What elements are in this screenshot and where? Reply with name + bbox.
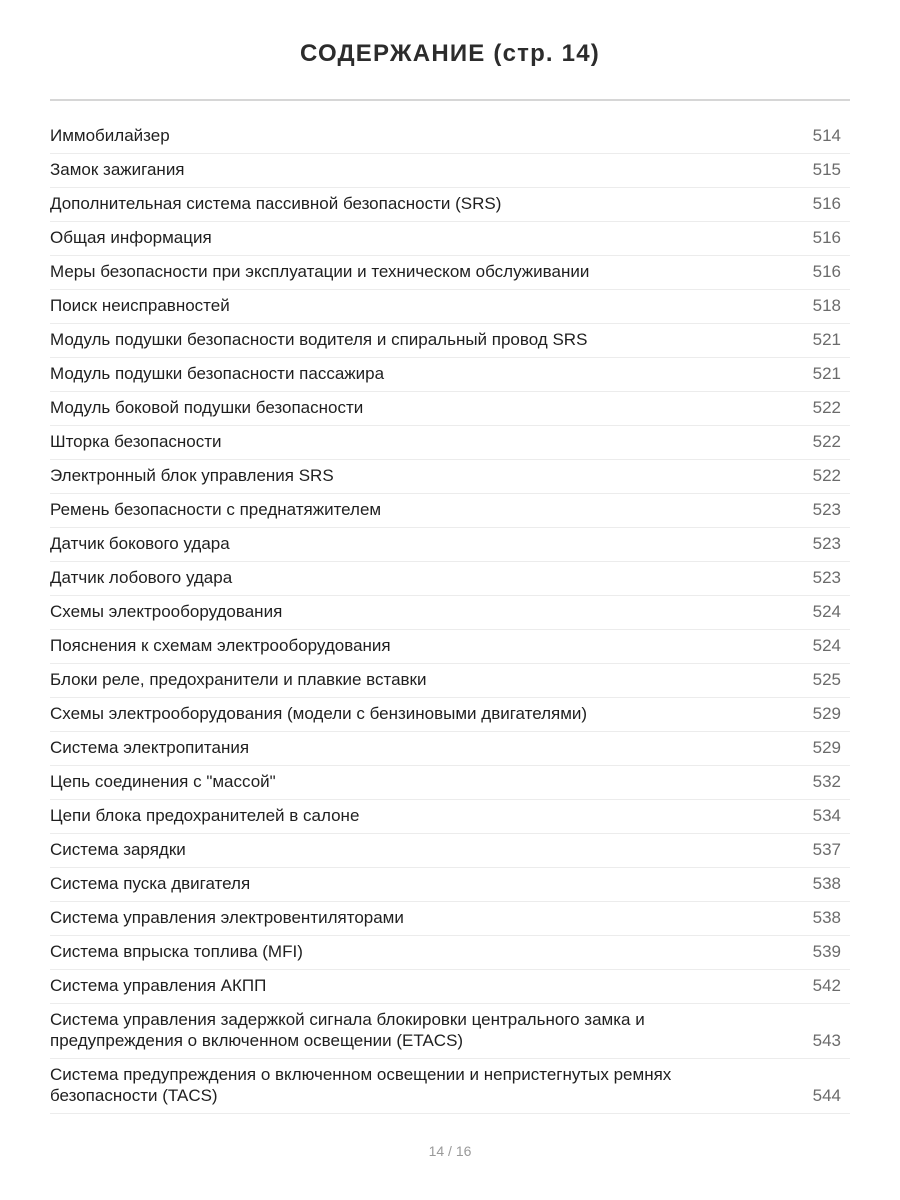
toc-entry-page: 521 (812, 364, 841, 383)
toc-row[interactable] (50, 426, 850, 460)
toc-entry-title: Система пуска двигателя (50, 874, 251, 893)
toc-entry-page: 532 (812, 772, 841, 791)
toc-row[interactable] (50, 732, 850, 766)
toc-entry-title: Схемы электрооборудования (модели с бензиновыми двигателями) (50, 704, 588, 723)
page-indicator: 14 / 16 (428, 1143, 472, 1159)
toc-entry-title: Шторка безопасности (50, 432, 222, 451)
toc-entry-title: Общая информация (50, 228, 212, 247)
toc-entry-page: 523 (812, 500, 841, 519)
toc-entry-title: Система управления задержкой сигнала блокировки центрального замка и предупреждения о включенном освещении (ETACS) (50, 1010, 645, 1050)
toc-row[interactable] (50, 120, 850, 154)
toc-entry-page: 525 (812, 670, 841, 689)
toc-entry-page: 518 (812, 296, 841, 315)
toc-entry-page: 524 (812, 602, 841, 621)
title-divider (50, 99, 850, 101)
toc-entry-page: 542 (812, 976, 841, 995)
toc-entry-page: 544 (812, 1086, 841, 1105)
toc-entry-page: 534 (812, 806, 841, 825)
toc-entry-title: Меры безопасности при эксплуатации и техническом обслуживании (50, 262, 590, 281)
toc-entry-page: 522 (812, 466, 841, 485)
page-title: СОДЕРЖАНИЕ (стр. 14) (300, 40, 600, 67)
toc-row[interactable] (50, 834, 850, 868)
toc-entry-page: 537 (812, 840, 841, 859)
toc-row[interactable] (50, 562, 850, 596)
toc-entry-title: Система управления электровентиляторами (50, 908, 404, 927)
toc-entry-page: 524 (812, 636, 841, 655)
toc-entry-title: Цепь соединения с "массой" (50, 772, 276, 791)
toc-row[interactable] (50, 936, 850, 970)
toc-entry-title: Система электропитания (50, 738, 250, 757)
toc-row[interactable] (50, 256, 850, 290)
toc-row[interactable] (50, 1059, 850, 1114)
toc-row[interactable] (50, 494, 850, 528)
toc-entry-title: Система впрыска топлива (MFI) (50, 942, 303, 961)
toc-entry-title: Система зарядки (50, 840, 186, 859)
toc-row[interactable] (50, 698, 850, 732)
toc-entry-title: Схемы электрооборудования (50, 602, 283, 621)
toc-entry-title: Иммобилайзер (50, 126, 170, 145)
toc-entry-page: 539 (812, 942, 841, 961)
toc-entry-page: 522 (812, 398, 841, 417)
toc-entry-title: Поиск неисправностей (50, 296, 230, 315)
toc-entry-title: Электронный блок управления SRS (50, 466, 334, 485)
toc-entry-page: 538 (812, 908, 841, 927)
toc-row[interactable] (50, 392, 850, 426)
toc-entry-title: Датчик лобового удара (50, 568, 233, 587)
toc-row[interactable] (50, 324, 850, 358)
toc-entry-title: Ремень безопасности с преднатяжителем (50, 500, 382, 519)
toc-row[interactable] (50, 970, 850, 1004)
toc-entry-page: 521 (812, 330, 841, 349)
toc-entry-title: Система предупреждения о включенном освещении и непристегнутых ремнях безопасности (TACS) (50, 1065, 672, 1105)
toc-entry-page: 514 (812, 126, 841, 145)
toc-entry-title: Дополнительная система пассивной безопасности (SRS) (50, 194, 502, 213)
toc-entry-title: Модуль подушки безопасности водителя и спиральный провод SRS (50, 330, 588, 349)
toc-row[interactable] (50, 188, 850, 222)
toc-entry-title: Датчик бокового удара (50, 534, 230, 553)
toc-entry-title: Цепи блока предохранителей в салоне (50, 806, 360, 825)
toc-row[interactable] (50, 222, 850, 256)
toc-entry-title: Замок зажигания (50, 160, 185, 179)
toc-list (50, 120, 850, 1114)
toc-entry-title: Модуль боковой подушки безопасности (50, 398, 364, 417)
toc-entry-page: 522 (812, 432, 841, 451)
toc-row[interactable] (50, 1004, 850, 1059)
toc-entry-page: 523 (812, 534, 841, 553)
toc-entry-title: Модуль подушки безопасности пассажира (50, 364, 385, 383)
toc-row[interactable] (50, 868, 850, 902)
toc-entry-page: 523 (812, 568, 841, 587)
toc-entry-page: 529 (812, 738, 841, 757)
toc-row[interactable] (50, 664, 850, 698)
toc-row[interactable] (50, 902, 850, 936)
toc-row[interactable] (50, 630, 850, 664)
toc-entry-page: 543 (812, 1031, 841, 1050)
toc-entry-page: 538 (812, 874, 841, 893)
toc-entry-title: Система управления АКПП (50, 976, 267, 995)
toc-row[interactable] (50, 800, 850, 834)
toc-row[interactable] (50, 358, 850, 392)
toc-entry-page: 516 (812, 228, 841, 247)
toc-row[interactable] (50, 460, 850, 494)
toc-row[interactable] (50, 154, 850, 188)
toc-row[interactable] (50, 290, 850, 324)
toc-entry-page: 516 (812, 194, 841, 213)
toc-entry-page: 529 (812, 704, 841, 723)
toc-entry-title: Блоки реле, предохранители и плавкие вставки (50, 670, 427, 689)
toc-entry-page: 516 (812, 262, 841, 281)
toc-entry-title: Пояснения к схемам электрооборудования (50, 636, 391, 655)
toc-row[interactable] (50, 596, 850, 630)
toc-entry-page: 515 (812, 160, 841, 179)
toc-row[interactable] (50, 766, 850, 800)
toc-row[interactable] (50, 528, 850, 562)
